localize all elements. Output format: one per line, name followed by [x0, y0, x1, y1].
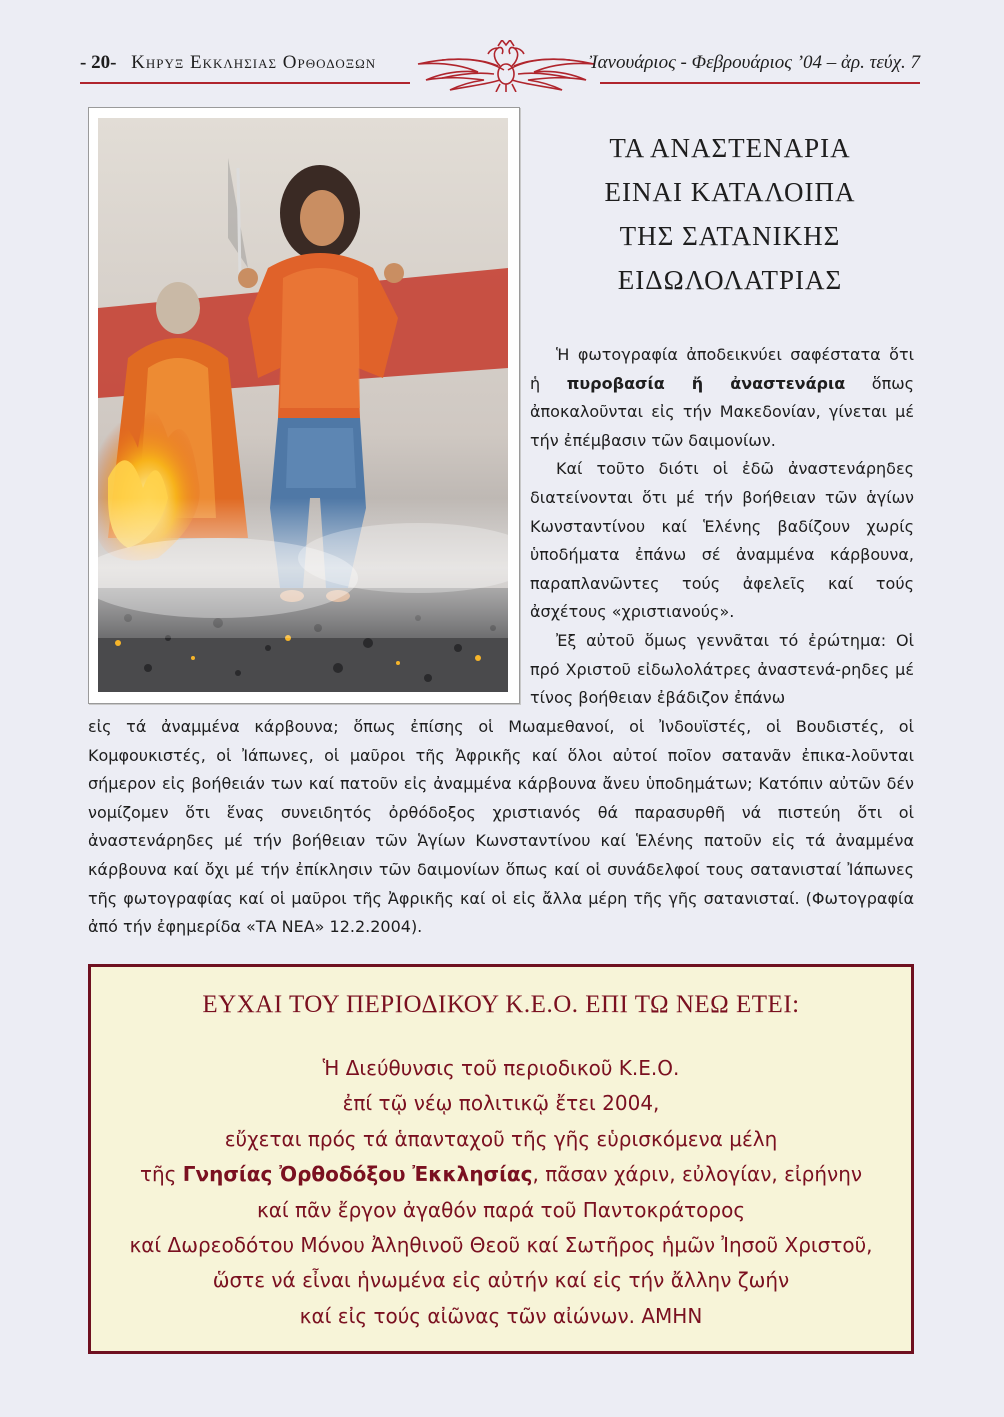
text-run: Ἡ φωτογραφία ἀποδεικνύει σαφέστατα ὅτι ἡ: [530, 345, 914, 393]
bold-phrase: πυροβασία ἤ ἀναστενάρια: [566, 373, 846, 393]
magazine-name: Κηρυξ Εκκλησιας Ορθοδοξων: [131, 52, 377, 73]
bold-phrase: Γνησίας Ὀρθοδόξου Ἐκκλησίας: [182, 1162, 533, 1187]
text-run: τῆς: [139, 1162, 183, 1187]
header-rule-left: [80, 82, 410, 84]
title-line: ΕΙΔΩΛΟΛΑΤΡΙΑΣ: [617, 265, 843, 295]
greetings-line: ἐπί τῷ νέῳ πολιτικῷ ἔτει 2004,: [342, 1091, 660, 1116]
paragraph: Ἐξ αὐτοῦ ὅμως γεννᾶται τό ἐρώτημα: Οἱ πρό Χριστοῦ εἰδωλολάτρες ἀναστενά-ρηδες μέ τίνος βοήθειαν ἐβάδιζον ἐπάνω: [530, 630, 914, 708]
text-run: , πᾶσαν χάριν, εὐλογίαν, εἰρήνην: [532, 1162, 863, 1187]
greetings-line: ὥστε νά εἶναι ἡνωμένα εἰς αὐτήν καί εἰς τήν ἄλλην ζωήν: [212, 1268, 790, 1293]
greetings-line: καί πᾶν ἔργον ἀγαθόν παρά τοῦ Παντοκράτορος: [256, 1197, 746, 1222]
article-column: [530, 341, 914, 713]
greetings-line: [91, 1157, 911, 1192]
text-run: ὅπως ἀποκαλοῦνται εἰς τήν Μακεδονίαν, γίνεται μέ τήν ἐπέμβασιν τῶν δαιμονίων.: [530, 373, 914, 450]
paragraph: Καί τοῦτο διότι οἱ ἐδῶ ἀναστενάρηδες διατείνονται ὅτι μέ τήν βοήθειαν τῶν ἁγίων Κωνσταντίνου καί Ἑλένης βαδίζουν χωρίς ὑποδήματα ἐπάνω σέ ἀναμμένα κάρβουνα, παραπλανῶντες τούς ἀφελεῖς καί τούς ἀσχέτους «χριστιανούς».: [530, 459, 914, 622]
greetings-box: [88, 964, 914, 1354]
greetings-line: Ἡ Διεύθυνσις τοῦ περιοδικοῦ Κ.Ε.Ο.: [322, 1056, 680, 1080]
article-title: [530, 126, 930, 302]
issue-info: Ἰανουάριος - Φεβρουάριος ’04 – ἀρ. τεύχ. 7: [589, 52, 920, 73]
greetings-line: εὔχεται πρός τά ἁπανταχοῦ τῆς γῆς εὑρισκόμενα μέλη: [224, 1126, 778, 1151]
greetings-line: καί εἰς τούς αἰῶνας τῶν αἰώνων. ΑΜΗΝ: [299, 1303, 703, 1328]
article-continuation: [88, 713, 914, 942]
title-line: ΕΙΝΑΙ ΚΑΤΑΛΟΙΠΑ: [604, 177, 856, 207]
page-header: [80, 40, 920, 88]
title-line: ΤΗΣ ΣΑΤΑΝΙΚΗΣ: [619, 221, 841, 251]
double-headed-eagle-icon: [414, 40, 598, 92]
title-line: ΤΑ ΑΝΑΣΤΕΝΑΡΙΑ: [609, 133, 851, 163]
paragraph: εἰς τά ἀναμμένα κάρβουνα; ὅπως ἐπίσης οἱ Μωαμεθανοί, οἱ Ἰνδουϊστές, οἱ Βουδιστές, οἱ Κομφουκιστές, οἱ Ἰάπωνες, οἱ μαῦροι τῆς Ἀφρικῆς καί ὅλοι αὐτοί ποῖον σατανᾶν ἐπικα-λοῦνται σήμερον εἰς βοήθειάν των καί πατοῦν εἰς ἀναμμένα κάρβουνα ἄνευ ὑποδημάτων; Κατόπιν αὐτῶν δέν νομίζομεν ὅτι ἕνας συνειδητός ὀρθόδοξος χριστιανός θά παρασυρθῆ νά πιστεύη ὅτι οἱ ἀναστενάρηδες μέ τήν βοήθειαν τῶν Ἁγίων Κωνσταντίνου καί Ἑλένης πατοῦν εἰς τά ἀναμμένα κάρβουνα καί ὄχι μέ τήν ἐπίκλησιν τῶν δαιμονίων ὅπως καί οἱ συνάδελφοί τους σατανισταί Ἰάπωνες τῆς φωτογραφίας καί οἱ μαῦροι τῆς Ἀφρικῆς καί οἱ εἰς ἄλλα μέρη τῆς γῆς σατανισταί. (Φωτογραφία ἀπό τήν ἐφημερίδα «ΤΑ ΝΕΑ» 12.2.2004).: [88, 717, 914, 937]
firewalking-photo: [98, 118, 508, 692]
greetings-body: [91, 1051, 911, 1334]
firewalking-photo-illustration: [98, 118, 508, 692]
paragraph: [530, 341, 914, 455]
header-rule-right: [600, 82, 920, 84]
greetings-line: καί Δωρεοδότου Μόνου Ἀληθινοῦ Θεοῦ καί Σωτῆρος ἡμῶν Ἰησοῦ Χριστοῦ,: [129, 1233, 873, 1258]
photo-frame: [88, 107, 520, 704]
header-left: [80, 52, 376, 74]
page-number: - 20-: [80, 52, 117, 73]
greetings-title: ΕΥΧΑΙ ΤΟΥ ΠΕΡΙΟΔΙΚΟΥ Κ.Ε.Ο. ΕΠΙ ΤΩ ΝΕΩ ΕΤΕΙ:: [202, 991, 800, 1018]
